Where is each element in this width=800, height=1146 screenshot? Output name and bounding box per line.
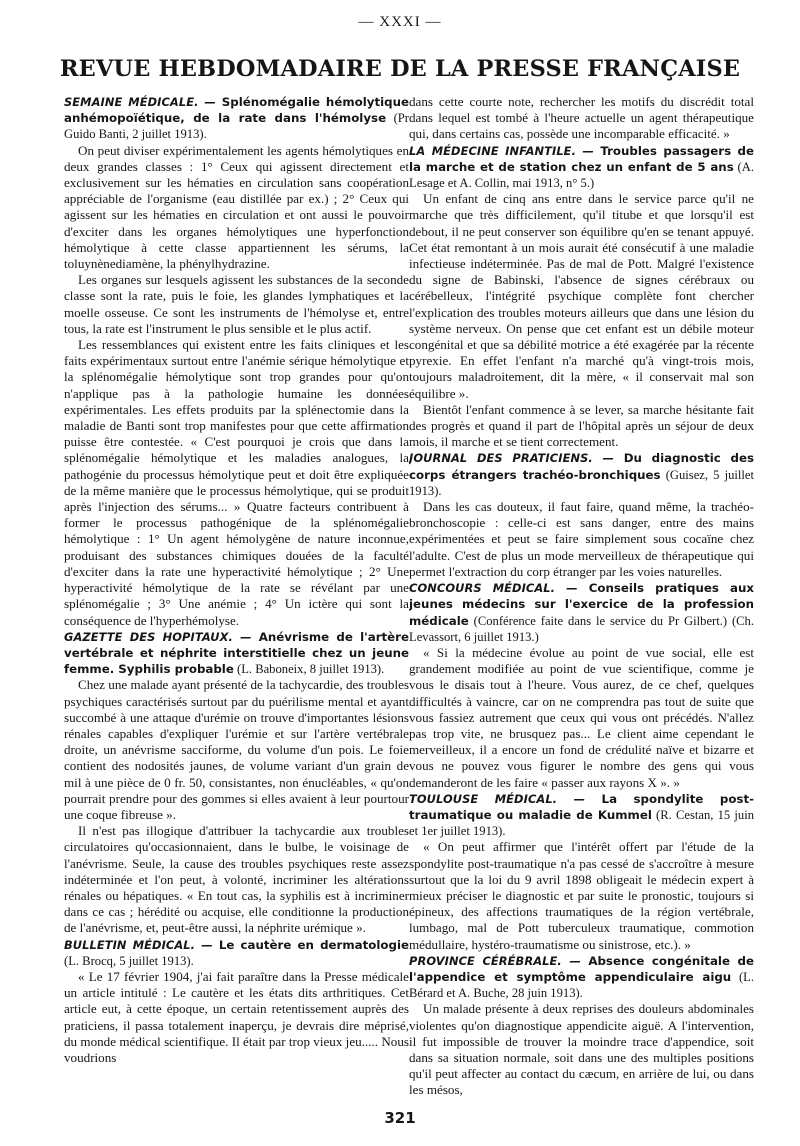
article-subject: Anévrisme de l'artère vertébrale et néphrite interstitielle chez un jeune femme. Syphilis probable: [64, 629, 409, 677]
article-paragraph: « On peut affirmer que l'intérêt offert par l'étude de la spondylite post-traumatique n'a pas cessé de s'accroître à mesure surtout que la loi du 9 avril 1898 obligeait le médecin expert à mieux préciser le diagnostic et par suite le pronostic, toujours si épineux, des affections traumatiques de la région vertébrale, lumbago, mal de Pott tuberculeux traumatique, commotion médullaire, hystéro-traumatisme ou sinistrose, etc.). »: [409, 839, 754, 952]
article-paragraph: Les organes sur lesquels agissent les substances de la seconde classe sont la rate, puis le foie, les glandes lymphatiques et la moelle osseuse. Ce sont les instruments de l'hémolyse et, entre tous, la rate est l'instrument le plus sensible et le plus actif.: [64, 272, 409, 336]
article-source: JOURNAL DES PRATICIENS. —: [409, 451, 624, 466]
article: [64, 937, 409, 1067]
left-column: [64, 94, 409, 1100]
article-source: PROVINCE CÉRÉBRALE. —: [409, 953, 589, 968]
article-paragraph: Les ressemblances qui existent entre les faits cliniques et les faits expérimentaux surtout entre l'anémie sérique hémolytique et la splénomégalie hémolytique sont trop grandes pour qu'on n'applique pas à la pathologie humaine les données expérimentales. Les effets produits par la splénectomie dans la maladie de Banti sont trop manifestes pour que cette affirmation puisse être contestée. « C'est pourquoi je crois que dans la splénomégalie hémolytique et les maladies analogues, la pathogénie du processus hémolytique peut et doit être expliquée de la même manière que le processus hémolytique, qui se produit après l'injection des sérums... » Quatre facteurs contribuent à former le processus pathogénique de la splénomégalie hémolytique : 1° Un agent hémolygène de nature inconnue, produisant des substances chimiques douées de la faculté d'exciter dans la rate une hyperactivité hémolytique ; 2° Une hyperactivité hémolytique de la rate se révélant par une splénomégalie ; 3° Une anémie ; 4° Un ictère qui sont la conséquence de l'hyperhémolyse.: [64, 337, 409, 628]
article-source: TOULOUSE MÉDICAL. —: [409, 791, 602, 806]
article-reference: (Pr Guido Banti, 2 juillet 1913).: [64, 111, 409, 142]
article-reference: (Conférence faite dans le service du Pr Gilbert.) (Ch. Levassort, 6 juillet 1913.): [409, 613, 754, 644]
article-source: SEMAINE MÉDICALE. —: [64, 95, 222, 109]
article: [64, 94, 409, 629]
article: [64, 629, 409, 937]
article: [409, 580, 754, 791]
article-paragraph: Un malade présente à deux reprises des douleurs abdominales violentes qu'on diagnostique appendicite aiguë. A l'intervention, il fut impossible de trouver la moindre trace d'appendice, soit dans sa situation normale, soit dans une des multiples positions qu'il peut affecter au contact du cæcum, en arrière de lui, ou dans les mésos,: [409, 1001, 754, 1098]
masthead-title: REVUE HEBDOMADAIRE DE LA PRESSE FRANÇAISE: [59, 56, 741, 82]
article-paragraph: « Si la médecine évolue au point de vue social, elle est grandement modifiée au point de vue scientifique, comme je vous le disais tout à l'heure. Vous aurez, de ce chef, quelques difficultés à vaincre, car on ne comprendra pas tout de suite que vous fassiez autrement que ceux qui vous ont précédés. N'allez pas trop vite, ne brusquez pas... Le client aime cependant le merveilleux, il a encore un fond de crédulité naïve et bizarre et vous ne pouvez vous figurer le nombre des gens qui vous demanderont de les faire « passer aux rayons X ». »: [409, 644, 754, 790]
article-source: GAZETTE DES HOPITAUX. —: [64, 629, 259, 644]
article-reference: (Guisez, 5 juillet 1913).: [409, 467, 754, 498]
article-reference: (A. Lesage et A. Collin, mai 1913, n° 5.): [409, 159, 754, 191]
article: [409, 953, 754, 1099]
article-subject: Absence congénitale de l'appendice et symptôme appendiculaire aigu: [409, 953, 754, 984]
article-heading: [64, 937, 409, 969]
article-paragraph: dans cette courte note, rechercher les motifs du discrédit total dans lequel est tombé à l'heure actuelle un agent thérapeutique qui, dans certains cas, possède une incomparable efficacité. »: [409, 94, 754, 142]
article-reference: (R. Cestan, 15 juin et 1er juillet 1913).: [409, 807, 754, 839]
article-heading: [64, 94, 409, 143]
page-number-top: — XXXI —: [358, 14, 442, 30]
article-heading: [409, 791, 754, 840]
article-heading: [409, 580, 754, 645]
article: [409, 94, 754, 143]
article: [409, 791, 754, 953]
page-number-bottom: 321: [384, 1109, 416, 1127]
article-paragraph: Il n'est pas illogique d'attribuer la tachycardie aux troubles circulatoires qu'occasionnaient, dans le bulbe, le voisinage de l'anévrisme. Seule, la cause des troubles psychiques reste assez indéterminée et l'on peut, à volonté, incriminer les altérations rénales ou hépatiques. « En tout cas, la syphilis est à incriminer dans ce cas ; hérédité ou acquise, elle conditionne la production de l'anévrisme, et, peut-être aussi, la néphrite urémique ».: [64, 823, 409, 936]
article-heading: [409, 450, 754, 499]
article: [409, 143, 754, 451]
article-subject: La spondylite post-traumatique ou maladie de Kummel: [409, 791, 754, 822]
article-source: BULLETIN MÉDICAL. —: [64, 937, 219, 952]
article-paragraph: Dans les cas douteux, il faut faire, quand même, la trachéo-bronchoscopie : celle-ci est sans danger, entre des mains expérimentées et peut se faire simplement sous cocaïne chez l'adulte. C'est de plus un mode merveilleux de thérapeutique qui permet l'extraction du corp étranger par les voies naturelles.: [409, 499, 754, 579]
article-subject: Conseils pratiques aux jeunes médecins sur l'exercice de la profession médicale: [409, 581, 754, 628]
article-source: CONCOURS MÉDICAL. —: [409, 581, 589, 596]
article-heading: [64, 629, 409, 678]
article-paragraph: On peut diviser expérimentalement les agents hémolytiques en deux grandes classes : 1° Ceux qui agissent directement et exclusivement sur les hématies en circulation sans coopération appréciable de l'organisme (eau distillée par ex.) ; 2° Ceux qui agissent sur les hématies en circulation et ont aussi le pouvoir d'exciter dans les organes hémolytiques une hyperfonction hémolytique à cette classe appartiennent les sérums, la toluynènediamène, la phénylhydrazine.: [64, 142, 409, 272]
article-reference: (L. Brocq, 5 juillet 1913).: [64, 953, 194, 968]
article-paragraph: Bientôt l'enfant commence à se lever, sa marche hésitante fait des progrès et quand il part de l'hôpital après un séjour de deux mois, il marche et se tient correctement.: [409, 401, 754, 450]
article-subject: Du diagnostic des corps étrangers trachéo-bronchiques: [409, 451, 754, 482]
article-paragraph: « Le 17 février 1904, j'ai fait paraître dans la Presse médicale un article intitulé : Le cautère et les états dits arthritiques. Cet article eut, à cette époque, un certain retentissement auprès des praticiens, il passa totalement inaperçu, je devrais dire méprisé, du monde médical scientifique. Il était par trop vieux jeu..... Nous voudrions: [64, 968, 409, 1065]
article-subject: Splénomégalie hémolytique anhémopoïétique, de la rate dans l'hémolyse: [64, 95, 409, 126]
article-subject: Le cautère en dermatologie: [218, 937, 409, 952]
article-heading: [409, 143, 754, 192]
article-heading: [409, 953, 754, 1002]
article-source: LA MÉDECINE INFANTILE. —: [409, 143, 601, 158]
article-paragraph: Un enfant de cinq ans entre dans le service parce qu'il ne marche que très difficilement, qu'il titube et que lorsqu'il est debout, il ne peut conserver son équilibre qu'en se tenant appuyé. Cet état remontant à un mois aurait été consécutif à une maladie infectieuse indéterminée. Pas de mal de Pott. Malgré l'existence du signe de Babinski, l'absence de signes cérébraux ou cérébelleux, l'intégrité psychique complète font chercher l'explication des troubles moteurs ailleurs que dans une lésion du système nerveux. On pense que cet enfant est un débile moteur congénital et que sa débilité motrice a été exagérée par la récente pyrexie. En effet l'enfant n'a marché qu'à vingt-trois mois, toujours maladroitement, dit la mère, « il conservait mal son équilibre ».: [409, 191, 754, 401]
article-reference: (L. Baboneix, 8 juillet 1913).: [233, 662, 385, 677]
article: [409, 450, 754, 580]
article-reference: (L. Bérard et A. Buche, 28 juin 1913).: [409, 969, 754, 1001]
article-paragraph: Chez une malade ayant présenté de la tachycardie, des troubles psychiques caractérisés surtout par du puérilisme mental et ayant succombé à une attaque d'urémie on trouve d'importantes lésions rénales capables d'expliquer l'urémie et sur l'artère vertébrale droite, un anévrisme sacciforme, du volume d'un pois. Le foie contient des nodosités jaunes, de volume variant d'un grain de mil à une pièce de 0 fr. 50, consistantes, non énucléables, « qu'on pourrait prendre pour des gommes si elles avaient à leur pourtour une coque fibreuse ».: [64, 677, 409, 822]
article-subject: Troubles passagers de la marche et de station chez un enfant de 5 ans: [409, 143, 754, 174]
right-column: [409, 94, 754, 1100]
